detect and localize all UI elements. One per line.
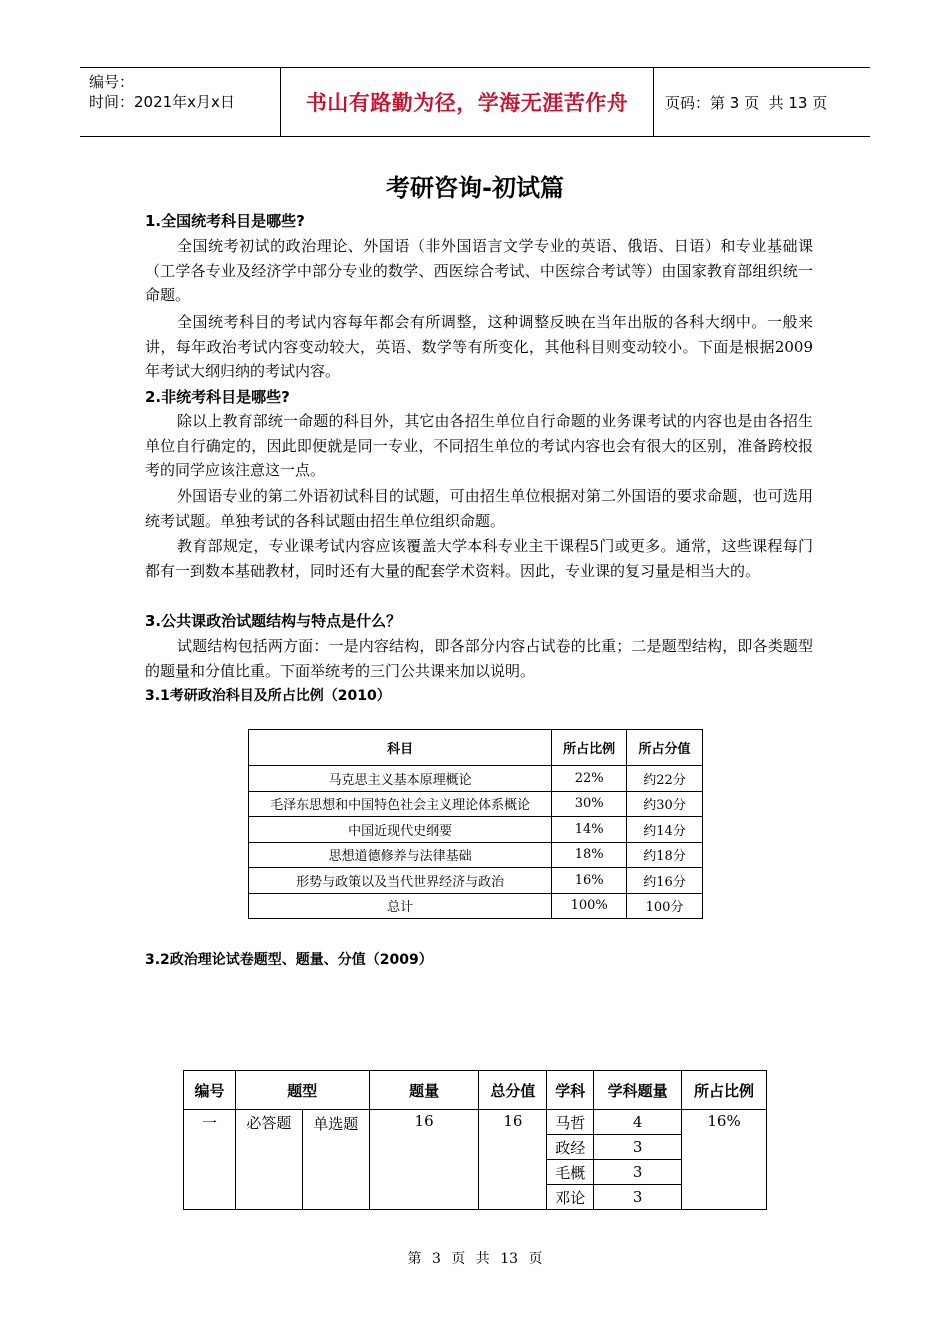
page-header <box>80 67 870 137</box>
header-motto-cell <box>281 68 654 136</box>
score-cell: 约22分 <box>627 766 703 792</box>
subject-cell: 形势与政策以及当代世界经济与政治 <box>249 868 552 894</box>
table-header-cell: 所占分值 <box>627 730 703 766</box>
ratio-cell: 30% <box>552 791 627 817</box>
question-2-paragraph-1: 除以上教育部统一命题的科目外，其它由各招生单位自行命题的业务课考试的内容也是由各招生单位自行确定的，因此即便就是同一专业，不同招生单位的考试内容也会有很大的区别，准备跨校报考的同学应该注意这一点。 <box>145 412 813 479</box>
table-header-cell: 所占比例 <box>682 1071 767 1110</box>
discipline-count-cell: 3 <box>594 1160 682 1185</box>
exam-structure-table <box>183 1070 767 1210</box>
subject-cell: 总计 <box>249 893 552 919</box>
question-count-cell: 16 <box>369 1110 479 1210</box>
question-category-cell: 必答题 <box>235 1110 302 1210</box>
section-3-1-heading: 3.1考研政治科目及所占比例（2010） <box>145 688 391 704</box>
header-motto: 书山有路勤为径，学海无涯苦作舟 <box>305 91 629 115</box>
question-3-heading: 3.公共课政治试题结构与特点是什么？ <box>145 612 402 630</box>
table-header-cell: 题型 <box>235 1071 369 1110</box>
page-footer: 第 3 页 共 13 页 <box>407 1251 543 1267</box>
table-row <box>249 868 703 894</box>
item-number-cell: 一 <box>184 1110 236 1210</box>
discipline-cell: 政经 <box>547 1135 594 1160</box>
table-row <box>184 1110 767 1135</box>
ratio-cell: 22% <box>552 766 627 792</box>
ratio-cell: 16% <box>552 868 627 894</box>
header-meta-cell <box>80 68 281 136</box>
question-1-paragraph-2: 全国统考科目的考试内容每年都会有所调整，这种调整反映在当年出版的各科大纲中。一般来讲，每年政治考试内容变动较大，英语、数学等有所变化，其他科目则变动较小。下面是根据2009年考试大纲归纳的考试内容。 <box>145 313 813 380</box>
ratio-cell: 18% <box>552 842 627 868</box>
table-header-row <box>249 730 703 766</box>
table-row <box>249 817 703 843</box>
ratio-cell: 100% <box>552 893 627 919</box>
table-row <box>249 791 703 817</box>
doc-title: 考研咨询-初试篇 <box>386 174 564 202</box>
table-header-cell: 科目 <box>249 730 552 766</box>
table-row <box>249 842 703 868</box>
ratio-cell: 16% <box>682 1110 767 1210</box>
question-1-heading: 1.全国统考科目是哪些? <box>145 212 305 230</box>
score-cell: 约16分 <box>627 868 703 894</box>
discipline-count-cell: 4 <box>594 1110 682 1135</box>
question-2-paragraph-2: 外国语专业的第二外语初试科目的试题，可由招生单位根据对第二外国语的要求命题，也可选用统考试题。单独考试的各科试题由招生单位组织命题。 <box>145 487 813 530</box>
question-3-paragraph-1: 试题结构包括两方面：一是内容结构，即各部分内容占试卷的比重；二是题型结构，即各类题型的题量和分值比重。下面举统考的三门公共课来加以说明。 <box>145 637 813 680</box>
table-header-cell: 学科题量 <box>594 1071 682 1110</box>
subject-cell: 毛泽东思想和中国特色社会主义理论体系概论 <box>249 791 552 817</box>
section-3-2-heading: 3.2政治理论试卷题型、题量、分值（2009） <box>145 952 433 968</box>
table-header-cell: 学科 <box>547 1071 594 1110</box>
score-cell: 100分 <box>627 893 703 919</box>
table-header-cell: 题量 <box>369 1071 479 1110</box>
discipline-cell: 邓论 <box>547 1185 594 1210</box>
table-header-cell: 所占比例 <box>552 730 627 766</box>
discipline-cell: 毛概 <box>547 1160 594 1185</box>
score-cell: 约14分 <box>627 817 703 843</box>
table-header-cell: 总分值 <box>479 1071 547 1110</box>
header-number: 编号： <box>89 73 135 91</box>
table-header-row <box>184 1071 767 1110</box>
discipline-count-cell: 3 <box>594 1135 682 1160</box>
header-page-cell <box>654 68 870 136</box>
politics-subjects-table <box>248 729 703 919</box>
table-header-cell: 编号 <box>184 1071 236 1110</box>
header-page-number: 页码：第 3 页 共 13 页 <box>665 93 828 112</box>
subject-cell: 马克思主义基本原理概论 <box>249 766 552 792</box>
question-2-heading: 2.非统考科目是哪些? <box>145 388 290 406</box>
table-total-row <box>249 893 703 919</box>
question-1-paragraph-1: 全国统考初试的政治理论、外国语（非外国语言文学专业的英语、俄语、日语）和专业基础课（工学各专业及经济学中部分专业的数学、西医综合考试、中医综合考试等）由国家教育部组织统一命题。 <box>145 237 813 304</box>
score-cell: 约30分 <box>627 791 703 817</box>
discipline-count-cell: 3 <box>594 1185 682 1210</box>
table-row <box>249 766 703 792</box>
ratio-cell: 14% <box>552 817 627 843</box>
header-time: 时间：2021年x月x日 <box>89 93 235 111</box>
question-type-cell: 单选题 <box>302 1110 369 1210</box>
subject-cell: 中国近现代史纲要 <box>249 817 552 843</box>
question-2-paragraph-3: 教育部规定，专业课考试内容应该覆盖大学本科专业主干课程5门或更多。通常，这些课程每门都有一到数本基础教材，同时还有大量的配套学术资料。因此，专业课的复习量是相当大的。 <box>145 537 813 580</box>
score-cell: 约18分 <box>627 842 703 868</box>
subject-cell: 思想道德修养与法律基础 <box>249 842 552 868</box>
total-score-cell: 16 <box>479 1110 547 1210</box>
discipline-cell: 马哲 <box>547 1110 594 1135</box>
